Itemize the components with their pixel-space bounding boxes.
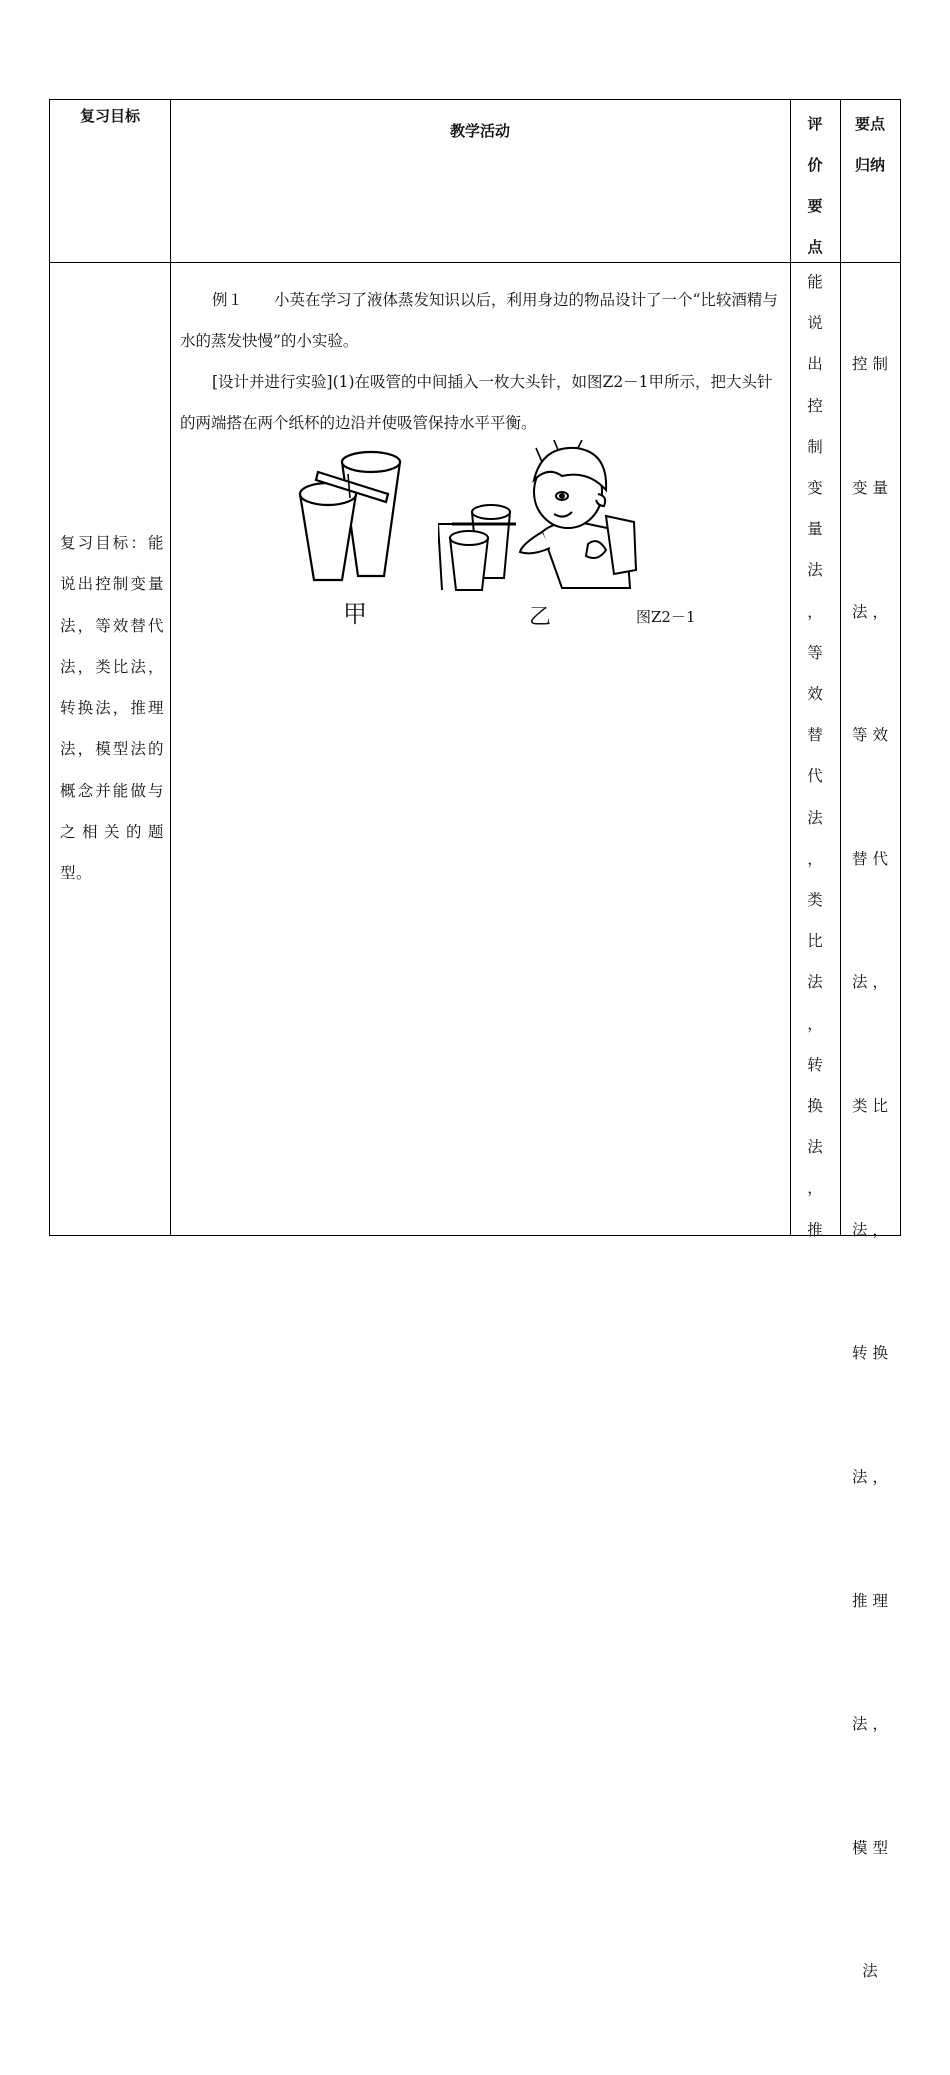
eval-char: 类 [807, 891, 823, 910]
summary-line: 类 比 [852, 1097, 888, 1116]
summary-line: 法 [862, 1962, 878, 1981]
summary-line: 推 理 [852, 1591, 888, 1610]
eval-char: 法 [807, 561, 823, 580]
summary-line: 控 制 [852, 355, 888, 374]
eval-char: 变 [807, 479, 823, 498]
eval-char: 说 [807, 314, 823, 333]
header-goal: 复习目标 [79, 107, 140, 125]
eval-char: 比 [807, 932, 823, 951]
summary-line: 转 换 [852, 1344, 888, 1363]
summary-line: 等 效 [852, 726, 888, 745]
eval-char: 法 [807, 1138, 823, 1157]
eval-char: 法 [807, 808, 823, 827]
summary-line: 模 型 [852, 1838, 888, 1857]
eval-points-column [790, 262, 840, 1251]
eval-char: 换 [807, 1097, 823, 1116]
figure-label-b: 乙 [529, 605, 552, 630]
eval-char: 推 [807, 1220, 823, 1239]
eval-char: ， [807, 602, 823, 621]
summary-line: 法 ， [852, 973, 888, 992]
header-summary [840, 104, 900, 186]
summary-line: 替 代 [852, 849, 888, 868]
summary-line: 法 ， [852, 602, 888, 621]
figure-caption: 图Z2－1 [636, 608, 696, 626]
header-eval-char: 点 [807, 238, 823, 256]
header-divider [50, 262, 900, 263]
eval-char: ， [807, 1179, 823, 1198]
eval-char: 法 [807, 973, 823, 992]
eval-char: 能 [807, 273, 823, 291]
eval-char: 替 [807, 726, 823, 745]
summary-column [840, 262, 900, 2075]
student-experiment-illustration [438, 440, 638, 592]
summary-line: 法 ， [852, 1220, 888, 1239]
eval-char: 制 [807, 437, 823, 456]
header-eval-char: 评 [807, 115, 823, 133]
goal-text: 复习目标：能说出控制变量法，等效替代法，类比法，转换法，推理法，模型法的概念并能做与之相关的题型。 [60, 534, 164, 883]
lesson-table [49, 99, 901, 1981]
design-paragraph: [设计并进行实验](1)在吸管的中间插入一枚大头针，如图Z2－1甲所示，把大头针的两端搭在两个纸杯的边沿并使吸管保持水平平衡。 [180, 373, 773, 432]
eval-char: ， [807, 849, 823, 868]
header-summary-line: 归纳 [854, 156, 885, 174]
eval-char: 转 [807, 1055, 823, 1074]
eval-char: 代 [807, 767, 823, 786]
summary-line: 法 ， [852, 1715, 888, 1734]
eval-char: 控 [807, 396, 823, 415]
eval-char: 等 [807, 643, 823, 662]
header-eval-char: 要 [807, 197, 823, 215]
example-paragraph: 例１ 小英在学习了液体蒸发知识以后，利用身边的物品设计了一个“比较酒精与水的蒸发快慢”的小实验。 [180, 291, 778, 350]
header-eval [790, 104, 840, 268]
column-divider [170, 100, 171, 1235]
header-summary-line: 要点 [854, 115, 885, 133]
eval-char: 出 [807, 355, 823, 374]
header-activity: 教学活动 [449, 122, 510, 140]
eval-char: 量 [807, 520, 823, 539]
eval-char: ， [807, 1014, 823, 1033]
header-eval-char: 价 [807, 156, 823, 174]
figure-label-a: 甲 [343, 600, 367, 628]
cups-straw-illustration [292, 450, 412, 586]
eval-char: 效 [807, 685, 823, 704]
summary-line: 法 ， [852, 1467, 888, 1486]
summary-line: 变 量 [852, 479, 888, 498]
